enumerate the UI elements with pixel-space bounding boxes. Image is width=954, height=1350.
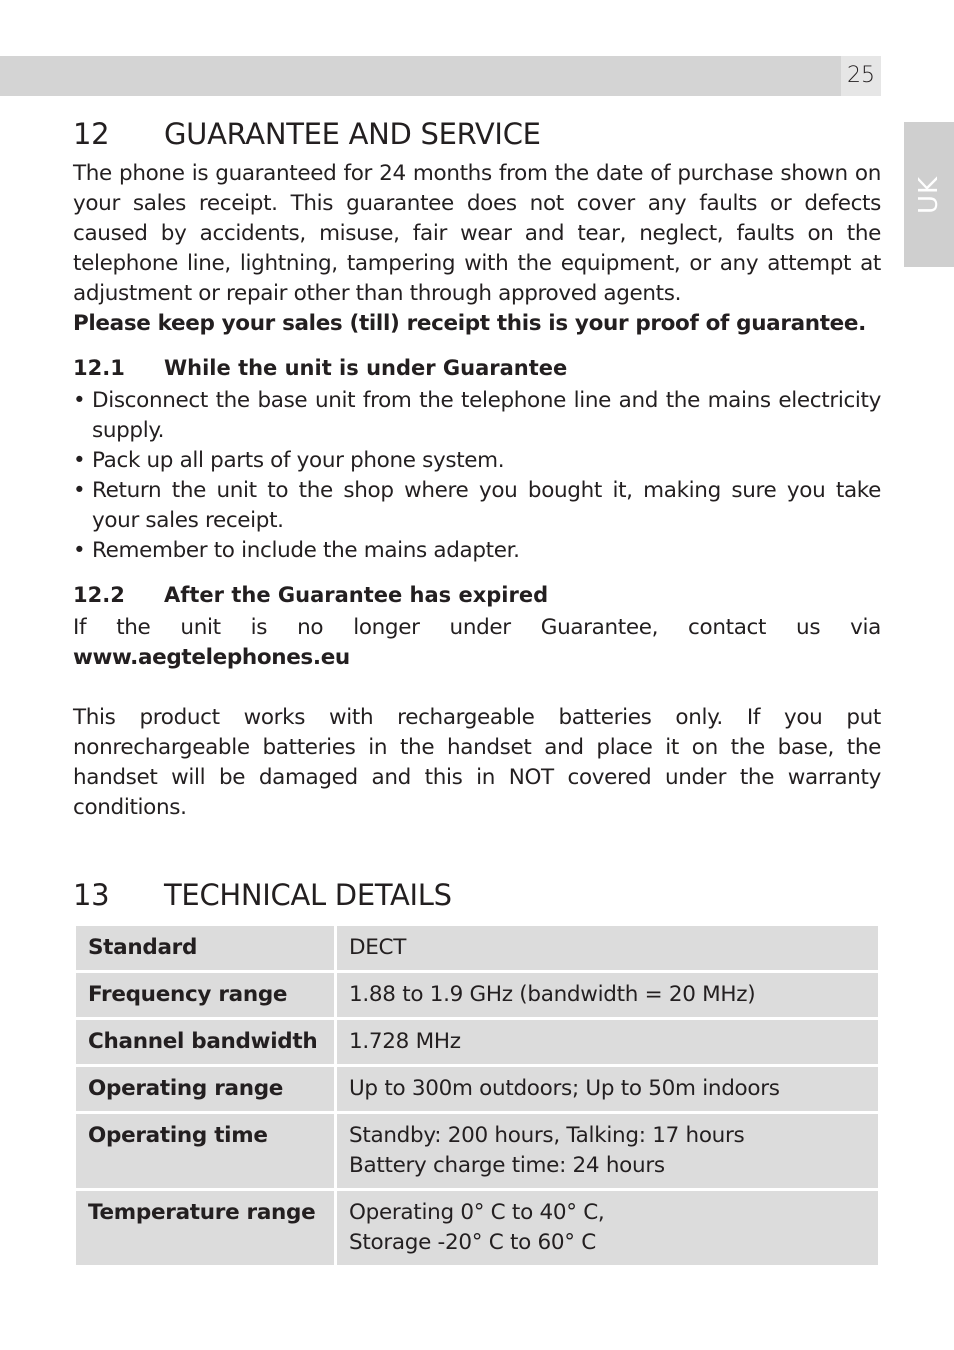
section-13-heading: [73, 873, 881, 917]
table-row: [76, 1114, 878, 1188]
guarantee-notice: Please keep your sales (till) receipt this is your proof of guarantee.: [73, 311, 866, 336]
language-tab-label: UK: [914, 175, 944, 214]
guarantee-steps-list: [73, 386, 881, 566]
spec-value-line: Battery charge time: 24 hours: [349, 1153, 665, 1178]
table-row: [76, 973, 878, 1017]
list-item: • Remember to include the mains adapter.: [73, 536, 881, 566]
subsection-12-1-number: 12.1: [73, 356, 125, 380]
spec-value: [337, 1020, 878, 1064]
spec-value: [337, 1191, 878, 1265]
page-number: 25: [841, 56, 881, 96]
spec-value-line: Storage -20° C to 60° C: [349, 1230, 596, 1255]
expired-guarantee-sentence: If the unit is no longer under Guarantee, contact us via: [73, 615, 881, 640]
spec-value-line: DECT: [349, 935, 407, 960]
expired-guarantee-text: [73, 613, 881, 673]
header-bar: [0, 56, 841, 96]
section-12-heading: [73, 112, 881, 156]
spec-label: Temperature range: [76, 1191, 334, 1265]
table-row: [76, 926, 878, 970]
spec-label: Frequency range: [76, 973, 334, 1017]
spec-value: [337, 1067, 878, 1111]
table-row: [76, 1191, 878, 1265]
spec-label: Operating time: [76, 1114, 334, 1188]
spec-value-line: Up to 300m outdoors; Up to 50m indoors: [349, 1076, 780, 1101]
spec-label: Operating range: [76, 1067, 334, 1111]
table-row: [76, 1020, 878, 1064]
spec-value-line: 1.728 MHz: [349, 1029, 461, 1054]
website-link[interactable]: www.aegtelephones.eu: [73, 645, 350, 670]
table-row: [76, 1067, 878, 1111]
guarantee-intro: The phone is guaranteed for 24 months from the date of purchase shown on your sales receipt. This guarantee does not cover any faults or defects caused by accidents, misuse, fair wear and tear, neglect, faults on the telephone line, lightning, tampering with the equipment, or any attempt at adjustment or repair other than through approved agents.: [73, 161, 881, 306]
spec-value: [337, 926, 878, 970]
section-12-title: GUARANTEE AND SERVICE: [164, 117, 541, 151]
spec-value: [337, 973, 878, 1017]
spec-value-line: Standby: 200 hours, Talking: 17 hours: [349, 1123, 745, 1148]
section-13-number: 13: [73, 878, 110, 912]
language-tab: [904, 122, 954, 267]
page-content: [73, 112, 881, 1268]
spec-value-line: 1.88 to 1.9 GHz (bandwidth = 20 MHz): [349, 982, 756, 1007]
subsection-12-2-heading: [73, 578, 881, 612]
section-12-number: 12: [73, 117, 110, 151]
spec-value-line: Operating 0° C to 40° C,: [349, 1200, 605, 1225]
technical-details-table: [73, 923, 881, 1268]
spec-value: [337, 1114, 878, 1188]
spec-label: Standard: [76, 926, 334, 970]
list-item: • Return the unit to the shop where you bought it, making sure you take your sales receipt.: [73, 476, 881, 536]
subsection-12-2-number: 12.2: [73, 583, 125, 607]
subsection-12-2-title: After the Guarantee has expired: [164, 583, 549, 607]
list-item: • Disconnect the base unit from the telephone line and the mains electricity supply.: [73, 386, 881, 446]
subsection-12-1-heading: [73, 351, 881, 385]
subsection-12-1-title: While the unit is under Guarantee: [164, 356, 568, 380]
list-item: • Pack up all parts of your phone system.: [73, 446, 881, 476]
battery-warning: This product works with rechargeable batteries only. If you put nonrechargeable batteries in the handset and place it on the base, the handset will be damaged and this in NOT covered under the warranty conditions.: [73, 705, 881, 820]
section-13-title: TECHNICAL DETAILS: [164, 878, 452, 912]
spec-label: Channel bandwidth: [76, 1020, 334, 1064]
